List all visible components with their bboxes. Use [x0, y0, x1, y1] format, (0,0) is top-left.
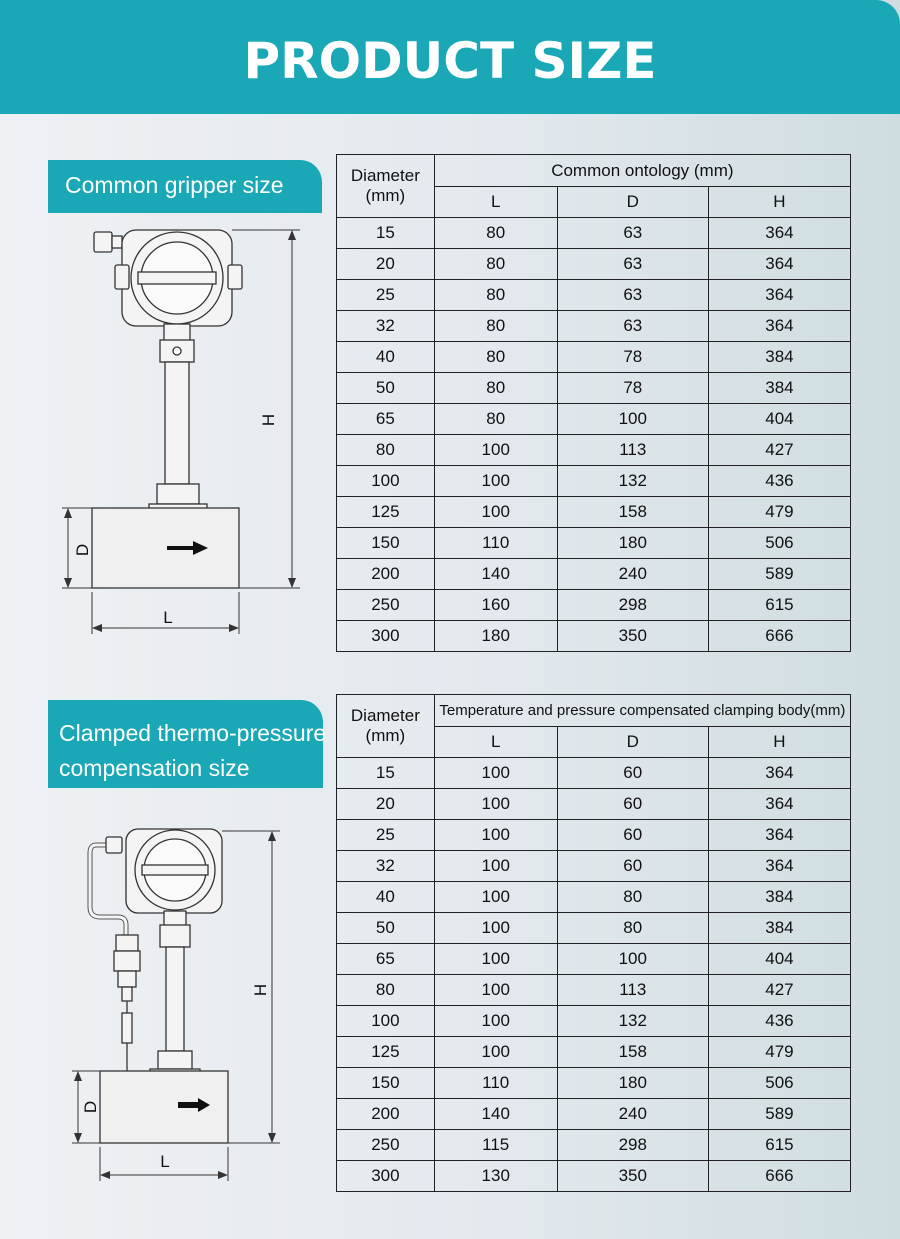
table-row: [337, 621, 851, 652]
table-row: [337, 758, 851, 789]
l-cell: 115: [434, 1130, 557, 1161]
size-table-common: [336, 154, 851, 652]
d-cell: 63: [557, 280, 708, 311]
d-cell: 298: [557, 1130, 708, 1161]
page-title: PRODUCT SIZE: [243, 32, 657, 90]
diameter-cell: 25: [337, 280, 435, 311]
group-title: Temperature and pressure compensated clamping body(mm): [434, 695, 850, 727]
l-cell: 100: [434, 820, 557, 851]
diameter-cell: 100: [337, 1006, 435, 1037]
l-cell: 80: [434, 311, 557, 342]
table-row: [337, 944, 851, 975]
h-cell: 506: [708, 528, 850, 559]
diameter-cell: 65: [337, 944, 435, 975]
d-cell: 78: [557, 342, 708, 373]
table-row: [337, 249, 851, 280]
table-row: [337, 789, 851, 820]
h-cell: 364: [708, 758, 850, 789]
d-cell: 158: [557, 497, 708, 528]
d-cell: 240: [557, 559, 708, 590]
h-cell: 364: [708, 851, 850, 882]
d-cell: 240: [557, 1099, 708, 1130]
h-cell: 364: [708, 280, 850, 311]
size-table-compensated: [336, 694, 851, 1192]
d-cell: 60: [557, 820, 708, 851]
table-row: [337, 1161, 851, 1192]
section-tag-line: Common gripper size: [65, 172, 284, 198]
diameter-cell: 50: [337, 913, 435, 944]
d-cell: 132: [557, 1006, 708, 1037]
table-row: [337, 311, 851, 342]
l-cell: 100: [434, 1037, 557, 1068]
l-cell: 80: [434, 404, 557, 435]
d-cell: 113: [557, 975, 708, 1006]
diameter-cell: 200: [337, 559, 435, 590]
l-cell: 100: [434, 944, 557, 975]
table-row: [337, 590, 851, 621]
d-cell: 350: [557, 1161, 708, 1192]
diameter-cell: 40: [337, 342, 435, 373]
table-row: [337, 913, 851, 944]
diameter-cell: 15: [337, 758, 435, 789]
h-cell: 364: [708, 820, 850, 851]
d-cell: 180: [557, 1068, 708, 1099]
diameter-cell: 20: [337, 789, 435, 820]
l-cell: 100: [434, 1006, 557, 1037]
l-cell: 100: [434, 466, 557, 497]
d-cell: 350: [557, 621, 708, 652]
diameter-cell: 32: [337, 851, 435, 882]
section-tag-line: compensation size: [59, 755, 250, 781]
d-cell: 60: [557, 789, 708, 820]
d-cell: 100: [557, 944, 708, 975]
table-row: [337, 1099, 851, 1130]
l-cell: 100: [434, 789, 557, 820]
h-cell: 589: [708, 559, 850, 590]
diameter-cell: 20: [337, 249, 435, 280]
l-cell: 160: [434, 590, 557, 621]
l-cell: 80: [434, 373, 557, 404]
d-cell: 63: [557, 249, 708, 280]
d-cell: 60: [557, 758, 708, 789]
column-header-d: D: [557, 187, 708, 218]
d-cell: 63: [557, 311, 708, 342]
flowmeter-drawing: [60, 220, 310, 640]
diameter-cell: 125: [337, 497, 435, 528]
column-header-h: H: [708, 187, 850, 218]
h-cell: 589: [708, 1099, 850, 1130]
table-row: [337, 466, 851, 497]
d-cell: 298: [557, 590, 708, 621]
d-cell: 63: [557, 218, 708, 249]
table-row: [337, 1006, 851, 1037]
l-cell: 80: [434, 280, 557, 311]
table-row: [337, 342, 851, 373]
column-header-l: L: [434, 727, 557, 758]
h-cell: 364: [708, 789, 850, 820]
table-row: [337, 882, 851, 913]
h-cell: 427: [708, 435, 850, 466]
table-row: [337, 404, 851, 435]
flowmeter-drawing: [70, 825, 290, 1185]
h-cell: 384: [708, 342, 850, 373]
h-cell: 615: [708, 590, 850, 621]
diameter-cell: 200: [337, 1099, 435, 1130]
diameter-cell: 250: [337, 590, 435, 621]
h-cell: 384: [708, 882, 850, 913]
diameter-cell: 50: [337, 373, 435, 404]
l-cell: 100: [434, 913, 557, 944]
h-cell: 666: [708, 621, 850, 652]
h-cell: 506: [708, 1068, 850, 1099]
l-cell: 100: [434, 851, 557, 882]
diameter-cell: 100: [337, 466, 435, 497]
table-row: [337, 851, 851, 882]
d-cell: 80: [557, 913, 708, 944]
l-cell: 100: [434, 497, 557, 528]
table-row: [337, 497, 851, 528]
h-cell: 364: [708, 249, 850, 280]
table-row: [337, 559, 851, 590]
h-cell: 384: [708, 373, 850, 404]
diameter-cell: 150: [337, 528, 435, 559]
l-cell: 80: [434, 342, 557, 373]
table-row: [337, 1130, 851, 1161]
table-row: [337, 528, 851, 559]
h-cell: 615: [708, 1130, 850, 1161]
l-cell: 100: [434, 882, 557, 913]
d-cell: 78: [557, 373, 708, 404]
h-cell: 479: [708, 1037, 850, 1068]
diameter-cell: 125: [337, 1037, 435, 1068]
d-cell: 113: [557, 435, 708, 466]
h-cell: 436: [708, 466, 850, 497]
h-cell: 427: [708, 975, 850, 1006]
diameter-cell: 32: [337, 311, 435, 342]
diameter-cell: 80: [337, 975, 435, 1006]
table-row: [337, 280, 851, 311]
diameter-cell: 40: [337, 882, 435, 913]
dim-label-l: L: [163, 608, 173, 627]
d-cell: 180: [557, 528, 708, 559]
diameter-cell: 300: [337, 621, 435, 652]
table-row: [337, 435, 851, 466]
dim-label-h: H: [251, 983, 270, 997]
dim-label-l: L: [160, 1152, 170, 1171]
diameter-cell: 250: [337, 1130, 435, 1161]
l-cell: 80: [434, 218, 557, 249]
l-cell: 110: [434, 528, 557, 559]
l-cell: 130: [434, 1161, 557, 1192]
table-row: [337, 975, 851, 1006]
flowmeter-diagram-compensated: [70, 825, 290, 1185]
diameter-header: Diameter (mm): [337, 695, 435, 758]
h-cell: 384: [708, 913, 850, 944]
dim-label-d: D: [81, 1100, 100, 1114]
section-tag-line: Clamped thermo-pressure: [59, 720, 327, 746]
h-cell: 436: [708, 1006, 850, 1037]
d-cell: 158: [557, 1037, 708, 1068]
dim-label-d: D: [73, 543, 92, 557]
h-cell: 404: [708, 944, 850, 975]
diameter-cell: 25: [337, 820, 435, 851]
diameter-cell: 150: [337, 1068, 435, 1099]
h-cell: 404: [708, 404, 850, 435]
column-header-d: D: [557, 727, 708, 758]
table-row: [337, 1037, 851, 1068]
h-cell: 666: [708, 1161, 850, 1192]
section-tag-common-gripper: [48, 160, 322, 213]
diameter-cell: 80: [337, 435, 435, 466]
d-cell: 60: [557, 851, 708, 882]
l-cell: 180: [434, 621, 557, 652]
d-cell: 132: [557, 466, 708, 497]
diameter-header: Diameter (mm): [337, 155, 435, 218]
l-cell: 80: [434, 249, 557, 280]
section-tag-thermo-pressure: [48, 700, 327, 788]
l-cell: 100: [434, 975, 557, 1006]
l-cell: 140: [434, 559, 557, 590]
d-cell: 100: [557, 404, 708, 435]
h-cell: 364: [708, 311, 850, 342]
column-header-h: H: [708, 727, 850, 758]
d-cell: 80: [557, 882, 708, 913]
h-cell: 364: [708, 218, 850, 249]
table-row: [337, 373, 851, 404]
h-cell: 479: [708, 497, 850, 528]
table-row: [337, 218, 851, 249]
diameter-cell: 300: [337, 1161, 435, 1192]
diameter-cell: 15: [337, 218, 435, 249]
dim-label-h: H: [259, 413, 278, 427]
table-row: [337, 820, 851, 851]
l-cell: 100: [434, 435, 557, 466]
l-cell: 110: [434, 1068, 557, 1099]
header-banner: [0, 0, 900, 114]
l-cell: 100: [434, 758, 557, 789]
l-cell: 140: [434, 1099, 557, 1130]
diameter-cell: 65: [337, 404, 435, 435]
flowmeter-diagram-common: [60, 220, 310, 640]
table-row: [337, 1068, 851, 1099]
column-header-l: L: [434, 187, 557, 218]
group-title: Common ontology (mm): [434, 155, 850, 187]
